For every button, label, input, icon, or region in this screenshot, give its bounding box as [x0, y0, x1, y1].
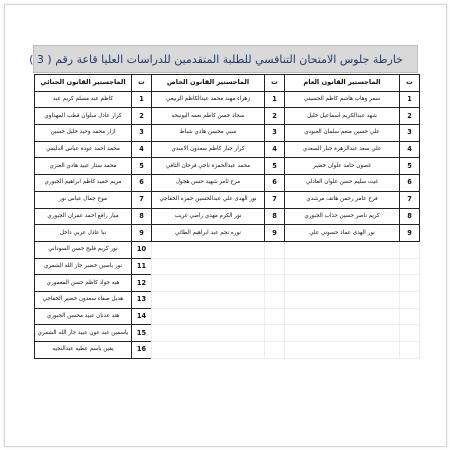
public-law-student [285, 241, 400, 258]
row-number-public: 8 [400, 208, 420, 225]
criminal-law-student: محمد احمد عودة عباس الدليمي [35, 141, 132, 158]
criminal-law-student: محمد ستار عبيد هادي العنزي [35, 158, 132, 175]
criminal-law-student: نور كريم فليح حسن السوداني [35, 241, 132, 258]
table-row [35, 342, 420, 359]
private-law-student [152, 291, 265, 308]
row-number-public: 3 [400, 125, 420, 142]
row-number-criminal: 11 [132, 258, 152, 275]
table-row [35, 208, 420, 225]
title-bar [29, 45, 418, 73]
private-law-student: نور الكرم مهدي راضي غريب [152, 208, 265, 225]
public-law-student: علي سعد عبدالزهرة جبار السعدي [285, 141, 400, 158]
row-number-private [265, 308, 285, 325]
row-number-public: 4 [400, 141, 420, 158]
criminal-law-student: موج جمال عباس نور [35, 191, 132, 208]
seating-table [34, 74, 420, 359]
header-num-1: ت [400, 75, 420, 92]
row-number-public: 1 [400, 91, 420, 108]
public-law-student: فرح عامر رحمن هاتف مرشدي [285, 191, 400, 208]
public-law-student [285, 325, 400, 342]
public-law-student [285, 291, 400, 308]
row-number-public [400, 308, 420, 325]
header-private-law: الماجستير القانون الخاص [152, 75, 265, 92]
private-law-student: محمد عبدالحمزة ناجي فرحان التافي [152, 158, 265, 175]
criminal-law-student: هديل صفاء سعدون خضير الخفاجي [35, 291, 132, 308]
table-row [35, 141, 420, 158]
row-number-public [400, 342, 420, 359]
row-number-criminal: 9 [132, 225, 152, 242]
table-row [35, 241, 420, 258]
criminal-law-student: كاظم عبد مسلم كريم عبد [35, 91, 132, 108]
private-law-student [152, 241, 265, 258]
private-law-student: نور الهدى علي عبدالحسين حمزه الخفاجي [152, 191, 265, 208]
public-law-student [285, 308, 400, 325]
table-row [35, 175, 420, 192]
private-law-student: كرار جبار كاظم سعدون الاسدي [152, 141, 265, 158]
row-number-public: 7 [400, 191, 420, 208]
row-number-private [265, 275, 285, 292]
criminal-law-student: هبه جواد كاظم حسن المعموري [35, 275, 132, 292]
criminal-law-student: ميار رافع احمد عمران الجبوري [35, 208, 132, 225]
table-row [35, 191, 420, 208]
private-law-student: زهراء مهند محمد عبدالكاظم الربيعي [152, 91, 265, 108]
table-row [35, 258, 420, 275]
table-row [35, 325, 420, 342]
criminal-law-student: نور ياسين خضير جار الله الشمري [35, 258, 132, 275]
row-number-private: 1 [265, 91, 285, 108]
private-law-student: سجاد حسن كاظم نعمه اليونيحه [152, 108, 265, 125]
criminal-law-student: مريم حميد كاظم ابراهيم الجبوري [35, 175, 132, 192]
row-number-public: 2 [400, 108, 420, 125]
row-number-criminal: 5 [132, 158, 152, 175]
private-law-student [152, 308, 265, 325]
row-number-private: 7 [265, 191, 285, 208]
criminal-law-student: ياسمين عبد عون عبيد جار الله الشمري [35, 325, 132, 342]
table-row [35, 91, 420, 108]
row-number-criminal: 8 [132, 208, 152, 225]
header-num-2: ت [265, 75, 285, 92]
row-number-criminal: 13 [132, 291, 152, 308]
row-number-public: 9 [400, 225, 420, 242]
row-number-private [265, 241, 285, 258]
public-law-student: نور الهدى عماد حسوني علي [285, 225, 400, 242]
row-number-criminal: 15 [132, 325, 152, 342]
row-number-private [265, 325, 285, 342]
table-row [35, 275, 420, 292]
row-number-private [265, 291, 285, 308]
criminal-law-student: ازار محمد وحيد خليل حسين [35, 125, 132, 142]
row-number-private: 5 [265, 158, 285, 175]
table-row [35, 225, 420, 242]
row-number-private: 6 [265, 175, 285, 192]
criminal-law-student: كرار عادل سلوان قطب المهداوي [35, 108, 132, 125]
public-law-student: علي حسين منعم سلمان العبودي [285, 125, 400, 142]
row-number-private: 2 [265, 108, 285, 125]
row-number-criminal: 2 [132, 108, 152, 125]
table-row [35, 291, 420, 308]
private-law-student [152, 258, 265, 275]
row-number-private: 3 [265, 125, 285, 142]
public-law-student: سمر وهاب هاشم كاظم الحسيني [285, 91, 400, 108]
row-number-public [400, 258, 420, 275]
row-number-public [400, 275, 420, 292]
criminal-law-student: يقين باسم عطيه عبدالنجيه [35, 342, 132, 359]
header-public-law: الماجستير القانون العام [285, 75, 400, 92]
private-law-student: مرح ثامر شهيد حسن هجول [152, 175, 265, 192]
row-number-private [265, 258, 285, 275]
public-law-student: غصون حامد علوان خضير [285, 158, 400, 175]
row-number-criminal: 4 [132, 141, 152, 158]
table-row [35, 108, 420, 125]
row-number-public [400, 241, 420, 258]
private-law-student [152, 275, 265, 292]
public-law-student [285, 275, 400, 292]
row-number-criminal: 14 [132, 308, 152, 325]
row-number-criminal: 16 [132, 342, 152, 359]
public-law-student [285, 258, 400, 275]
public-law-student: غيث سليم حسن علوان العادلي [285, 175, 400, 192]
row-number-public [400, 291, 420, 308]
criminal-law-student: نبا عادل عربي داخل [35, 225, 132, 242]
table-row [35, 125, 420, 142]
row-number-private: 8 [265, 208, 285, 225]
row-number-public [400, 325, 420, 342]
public-law-student [285, 342, 400, 359]
row-number-private: 9 [265, 225, 285, 242]
private-law-student [152, 325, 265, 342]
criminal-law-student: هند عدنان عبيد محسن الجبوري [35, 308, 132, 325]
private-law-student: نوره نجم عبد ابراهيم الطائي [152, 225, 265, 242]
table-row [35, 308, 420, 325]
row-number-criminal: 6 [132, 175, 152, 192]
header-row [35, 75, 420, 92]
row-number-criminal: 1 [132, 91, 152, 108]
row-number-private [265, 342, 285, 359]
header-criminal-law: الماجستير القانون الجنائي [35, 75, 132, 92]
row-number-private: 4 [265, 141, 285, 158]
table-row [35, 158, 420, 175]
document-title: خارطة جلوس الامتحان التنافسي للطلبة المتقدمين للدراسات العليا قاعة رقم ( 3 ) [29, 52, 403, 66]
public-law-student: شهد عبدالكريم اسماعيل خليل [285, 108, 400, 125]
public-law-student: كريم ناصر حسين جذاب الجبوري [285, 208, 400, 225]
header-num-3: ت [132, 75, 152, 92]
private-law-student [152, 342, 265, 359]
row-number-criminal: 12 [132, 275, 152, 292]
private-law-student: سبي محسن هادي شباط [152, 125, 265, 142]
row-number-criminal: 3 [132, 125, 152, 142]
row-number-criminal: 7 [132, 191, 152, 208]
row-number-public: 5 [400, 158, 420, 175]
row-number-public: 6 [400, 175, 420, 192]
row-number-criminal: 10 [132, 241, 152, 258]
